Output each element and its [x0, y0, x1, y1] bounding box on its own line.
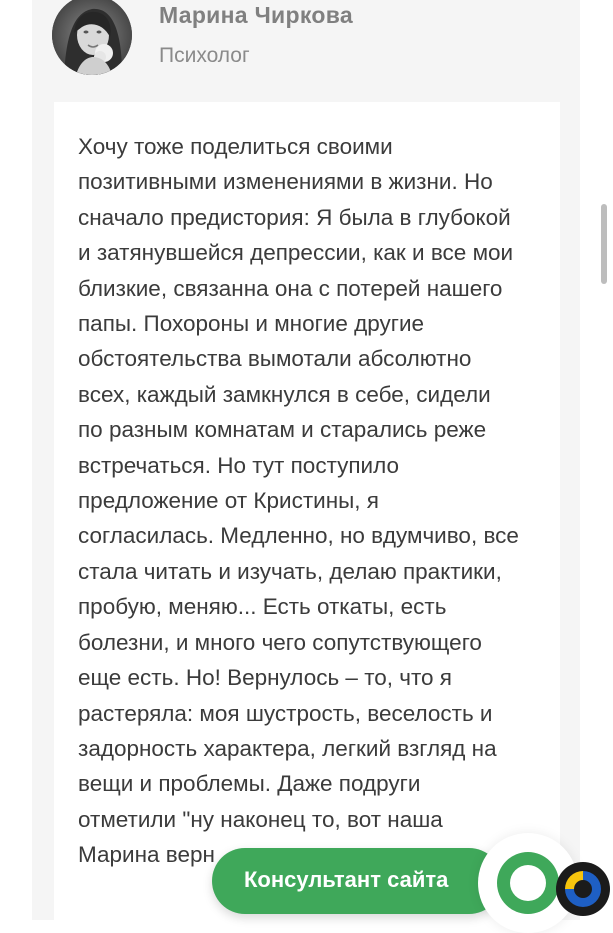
review-text [78, 129, 548, 873]
review-line: встречаться. Но тут поступило [78, 452, 400, 478]
review-line: и затянувшейся депрессии, как и все мои [78, 240, 514, 266]
author-role: Психолог [159, 44, 250, 67]
author-name: Марина Чиркова [159, 2, 353, 28]
review-line: Хочу тоже поделиться своими [78, 134, 393, 159]
review-line: близкие, связанна она с потерей нашего [78, 275, 503, 301]
review-line: позитивными изменениями в жизни. Но [78, 169, 493, 195]
chat-ring-center [510, 865, 546, 901]
review-line: сначало предистория: Я была в глубокой [78, 204, 511, 230]
review-line: по разным комнатам и старались реже [78, 417, 487, 443]
review-line: отметили "ну наконец то, вот наша [78, 806, 443, 832]
review-header [52, 0, 572, 80]
review-line: папы. Похороны и многие другие [78, 311, 425, 337]
review-line: всех, каждый замкнулся в себе, сидели [78, 381, 491, 407]
avatar [52, 0, 132, 75]
brand-logo-icon [556, 862, 610, 916]
review-line: болезни, и много чего сопутствующего [78, 629, 482, 655]
avatar-photo [52, 0, 132, 75]
review-line: предложение от Кристины, я [78, 488, 379, 514]
review-line: вещи и проблемы. Даже подруги [78, 771, 421, 797]
review-line: пробую, меняю... Есть откаты, есть [78, 594, 447, 620]
review-line: задорность характера, легкий взгляд на [78, 735, 497, 761]
review-line: согласилась. Медленно, но вдумчиво, все [78, 523, 519, 549]
consultant-chat-button[interactable] [212, 848, 502, 914]
review-line: растеряла: моя шустрость, веселость и [78, 700, 493, 726]
scrollbar-thumb[interactable] [601, 204, 607, 284]
review-line: обстоятельства вымотали абсолютно [78, 346, 472, 372]
review-line: стала читать и изучать, делаю практики, [78, 558, 502, 584]
review-line: еще есть. Но! Вернулось – то, что я [78, 665, 452, 691]
review-line: Марина верн [78, 842, 215, 868]
consultant-label: Консультант сайта [244, 867, 449, 892]
chat-ring-fill [497, 852, 559, 914]
